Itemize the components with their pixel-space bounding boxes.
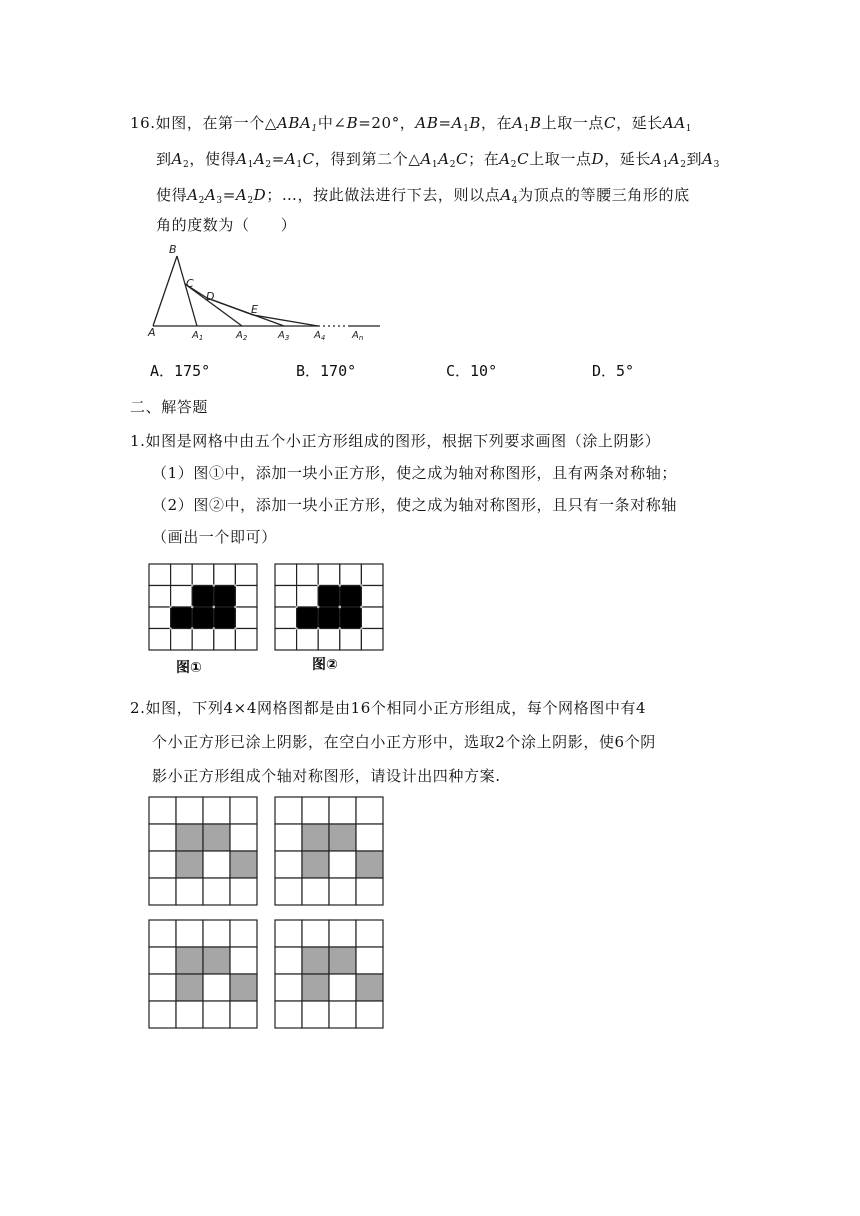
grid-cell[interactable] [149,564,171,586]
grid-cell-shaded[interactable] [171,607,193,629]
grid-cell[interactable] [340,629,362,651]
label-a4: $A_4$ [314,330,326,342]
grid-cell[interactable] [149,851,176,878]
grid-cell[interactable] [176,878,203,905]
grid-vertex-dot [295,627,297,629]
grid-cell-shaded[interactable] [318,586,340,608]
grid-cell[interactable] [176,797,203,824]
grid-vertex-dot [169,627,171,629]
grid-cell[interactable] [230,1001,257,1028]
grid-cell[interactable] [171,564,193,586]
grid-cell[interactable] [329,1001,356,1028]
grid-cell[interactable] [149,1001,176,1028]
option-d[interactable]: D．5° [592,362,635,380]
grid-cell[interactable] [149,824,176,851]
grid-cell[interactable] [275,920,302,947]
grid-cell[interactable] [275,1001,302,1028]
p2-line-3: 影小正方形组成个轴对称图形，请设计出四种方案. [152,767,501,785]
grid-cell[interactable] [356,878,383,905]
grid-cell[interactable] [149,586,171,608]
grid-vertex-dot [360,627,362,629]
grid-cell-shaded[interactable] [176,824,203,851]
grid-cell[interactable] [176,920,203,947]
grid-cell[interactable] [329,851,356,878]
grid-cell[interactable] [361,607,383,629]
grid-cell[interactable] [235,629,257,651]
label-a3: $A_3$ [278,330,290,342]
grid-cell[interactable] [356,824,383,851]
grid-cell-shaded[interactable] [302,851,329,878]
grid-cell[interactable] [356,947,383,974]
grid-cell-shaded[interactable] [230,851,257,878]
grid-cell[interactable] [297,564,319,586]
grid-cell-shaded[interactable] [356,974,383,1001]
grid-cell-shaded[interactable] [356,851,383,878]
grid-cell-shaded[interactable] [329,824,356,851]
grid-cell-shaded[interactable] [192,586,214,608]
grid-cell[interactable] [176,1001,203,1028]
grid-cell[interactable] [297,629,319,651]
grid-vertex-dot [234,584,236,586]
grid-figure-1[interactable] [148,563,258,651]
grid-cell[interactable] [275,607,297,629]
grid-scheme-1[interactable] [148,796,258,906]
grid-cell[interactable] [230,878,257,905]
grid-cell[interactable] [318,629,340,651]
grid-cell[interactable] [275,629,297,651]
grid-cell[interactable] [203,878,230,905]
grid-cell[interactable] [275,851,302,878]
grid-cell[interactable] [149,920,176,947]
grid-cell[interactable] [275,824,302,851]
grid-cell[interactable] [275,586,297,608]
grid-cell[interactable] [149,607,171,629]
grid-cell[interactable] [361,629,383,651]
grid-vertex-dot [234,627,236,629]
grid-cell-shaded[interactable] [192,607,214,629]
grid-vertex-dot [317,606,319,608]
grid-cell[interactable] [149,878,176,905]
q16-line-4: 角的度数为（ ） [156,216,297,234]
grid-cell-shaded[interactable] [302,974,329,1001]
grid-cell[interactable] [203,797,230,824]
p1-line-4: （画出一个即可） [152,528,277,546]
grid-vertex-dot [191,606,193,608]
grid-vertex-dot [191,584,193,586]
grid-cell[interactable] [171,586,193,608]
grid-cell[interactable] [149,947,176,974]
q16-line-2: 到$A_2$，使得$A_1A_2=A_1C$，得到第二个$\triangle A_1A_2C$；在$A_2C$上取一点D，延长$A_1A_2$到$A_3$ [156,150,720,170]
grid-cell[interactable] [203,920,230,947]
grid-cell[interactable] [297,586,319,608]
grid-vertex-dot [339,584,341,586]
option-c[interactable]: C．10° [446,362,498,380]
grid-vertex-dot [213,606,215,608]
p1-line-3: （2）图②中，添加一块小正方形，使之成为轴对称图形，且只有一条对称轴 [152,496,677,514]
grid-cell-shaded[interactable] [318,607,340,629]
label-d: D [206,290,215,303]
grid-vertex-dot [360,584,362,586]
label-b: B [169,243,177,256]
section-title: 二、解答题 [130,398,209,416]
grid-cell[interactable] [302,1001,329,1028]
grid-cell[interactable] [275,947,302,974]
grid-vertex-dot [234,606,236,608]
caption-figure-2: 图② [312,657,338,673]
grid-cell[interactable] [275,797,302,824]
grid-cell[interactable] [203,1001,230,1028]
q16-line-3: 使得$A_2A_3=A_2D$；…，按此做法进行下去，则以点$A_4$为顶点的等腰三角形的底 [156,186,690,206]
grid-cell[interactable] [275,564,297,586]
grid-cell[interactable] [340,564,362,586]
grid-cell-shaded[interactable] [302,824,329,851]
label-an: $A_n$ [352,330,364,342]
grid-cell-shaded[interactable] [203,824,230,851]
label-c: C [186,277,194,290]
grid-cell[interactable] [329,797,356,824]
grid-cell[interactable] [235,607,257,629]
grid-cell[interactable] [230,824,257,851]
grid-cell[interactable] [361,586,383,608]
grid-cell[interactable] [329,920,356,947]
grid-cell-shaded[interactable] [302,947,329,974]
grid-cell[interactable] [203,851,230,878]
grid-cell[interactable] [235,564,257,586]
label-a1: $A_1$ [192,330,204,342]
grid-scheme-4[interactable] [274,919,384,1029]
grid-cell-shaded[interactable] [176,851,203,878]
grid-cell-shaded[interactable] [214,586,236,608]
grid-cell[interactable] [230,947,257,974]
grid-cell[interactable] [192,564,214,586]
grid-vertex-dot [213,584,215,586]
grid-cell[interactable] [356,920,383,947]
grid-cell[interactable] [275,974,302,1001]
grid-vertex-dot [360,606,362,608]
grid-scheme-2[interactable] [274,796,384,906]
grid-vertex-dot [169,606,171,608]
grid-vertex-dot [317,627,319,629]
grid-cell-shaded[interactable] [329,947,356,974]
caption-figure-1: 图① [176,660,202,676]
grid-cell[interactable] [361,564,383,586]
grid-scheme-3[interactable] [148,919,258,1029]
segment-e-a4 [253,315,318,326]
grid-figure-2[interactable] [274,563,384,651]
grid-cell[interactable] [329,878,356,905]
grid-cell-shaded[interactable] [297,607,319,629]
grid-cell-shaded[interactable] [230,974,257,1001]
grid-cell[interactable] [214,629,236,651]
grid-cell[interactable] [235,586,257,608]
grid-cell[interactable] [171,629,193,651]
grid-cell-shaded[interactable] [176,974,203,1001]
grid-cell[interactable] [356,797,383,824]
p1-line-2: （1）图①中，添加一块小正方形，使之成为轴对称图形，且有两条对称轴； [152,464,677,482]
grid-cell-shaded[interactable] [176,947,203,974]
grid-cell[interactable] [230,797,257,824]
option-a[interactable]: A．175° [150,362,211,380]
grid-cell[interactable] [318,564,340,586]
option-b[interactable]: B．170° [296,362,357,380]
grid-vertex-dot [339,606,341,608]
q16-line-1: 16.如图，在第一个$\triangle ABA_1$中∠B=20°，$AB=A_1B$，在$A_1B$上取一点C，延长$AA_1$ [130,114,693,134]
grid-cell-shaded[interactable] [203,947,230,974]
label-a: A [148,326,156,339]
grid-vertex-dot [191,627,193,629]
grid-cell[interactable] [302,878,329,905]
grid-cell-shaded[interactable] [214,607,236,629]
grid-vertex-dot [213,627,215,629]
grid-cell[interactable] [275,878,302,905]
grid-vertex-dot [317,584,319,586]
side-ab [153,256,177,326]
grid-cell[interactable] [230,920,257,947]
grid-cell-shaded[interactable] [340,607,362,629]
grid-cell[interactable] [149,974,176,1001]
grid-vertex-dot [295,606,297,608]
p1-line-1: 1.如图是网格中由五个小正方形组成的图形，根据下列要求画图（涂上阴影） [130,432,661,450]
grid-cell[interactable] [192,629,214,651]
grid-cell-shaded[interactable] [340,586,362,608]
grid-cell[interactable] [302,920,329,947]
grid-cell[interactable] [329,974,356,1001]
grid-cell[interactable] [203,974,230,1001]
grid-cell[interactable] [356,1001,383,1028]
grid-cell[interactable] [214,564,236,586]
grid-cell[interactable] [149,797,176,824]
grid-cell[interactable] [149,629,171,651]
grid-cell[interactable] [302,797,329,824]
grid-vertex-dot [339,627,341,629]
p2-line-2: 个小正方形已涂上阴影，在空白小正方形中，选取2个涂上阴影，使6个阴 [152,733,656,751]
label-a2: $A_2$ [236,330,248,342]
triangle-figure [140,240,390,350]
p2-line-1: 2.如图，下列4×4网格图都是由16个相同小正方形组成，每个网格图中有4 [130,699,647,717]
label-e: E [251,303,258,316]
